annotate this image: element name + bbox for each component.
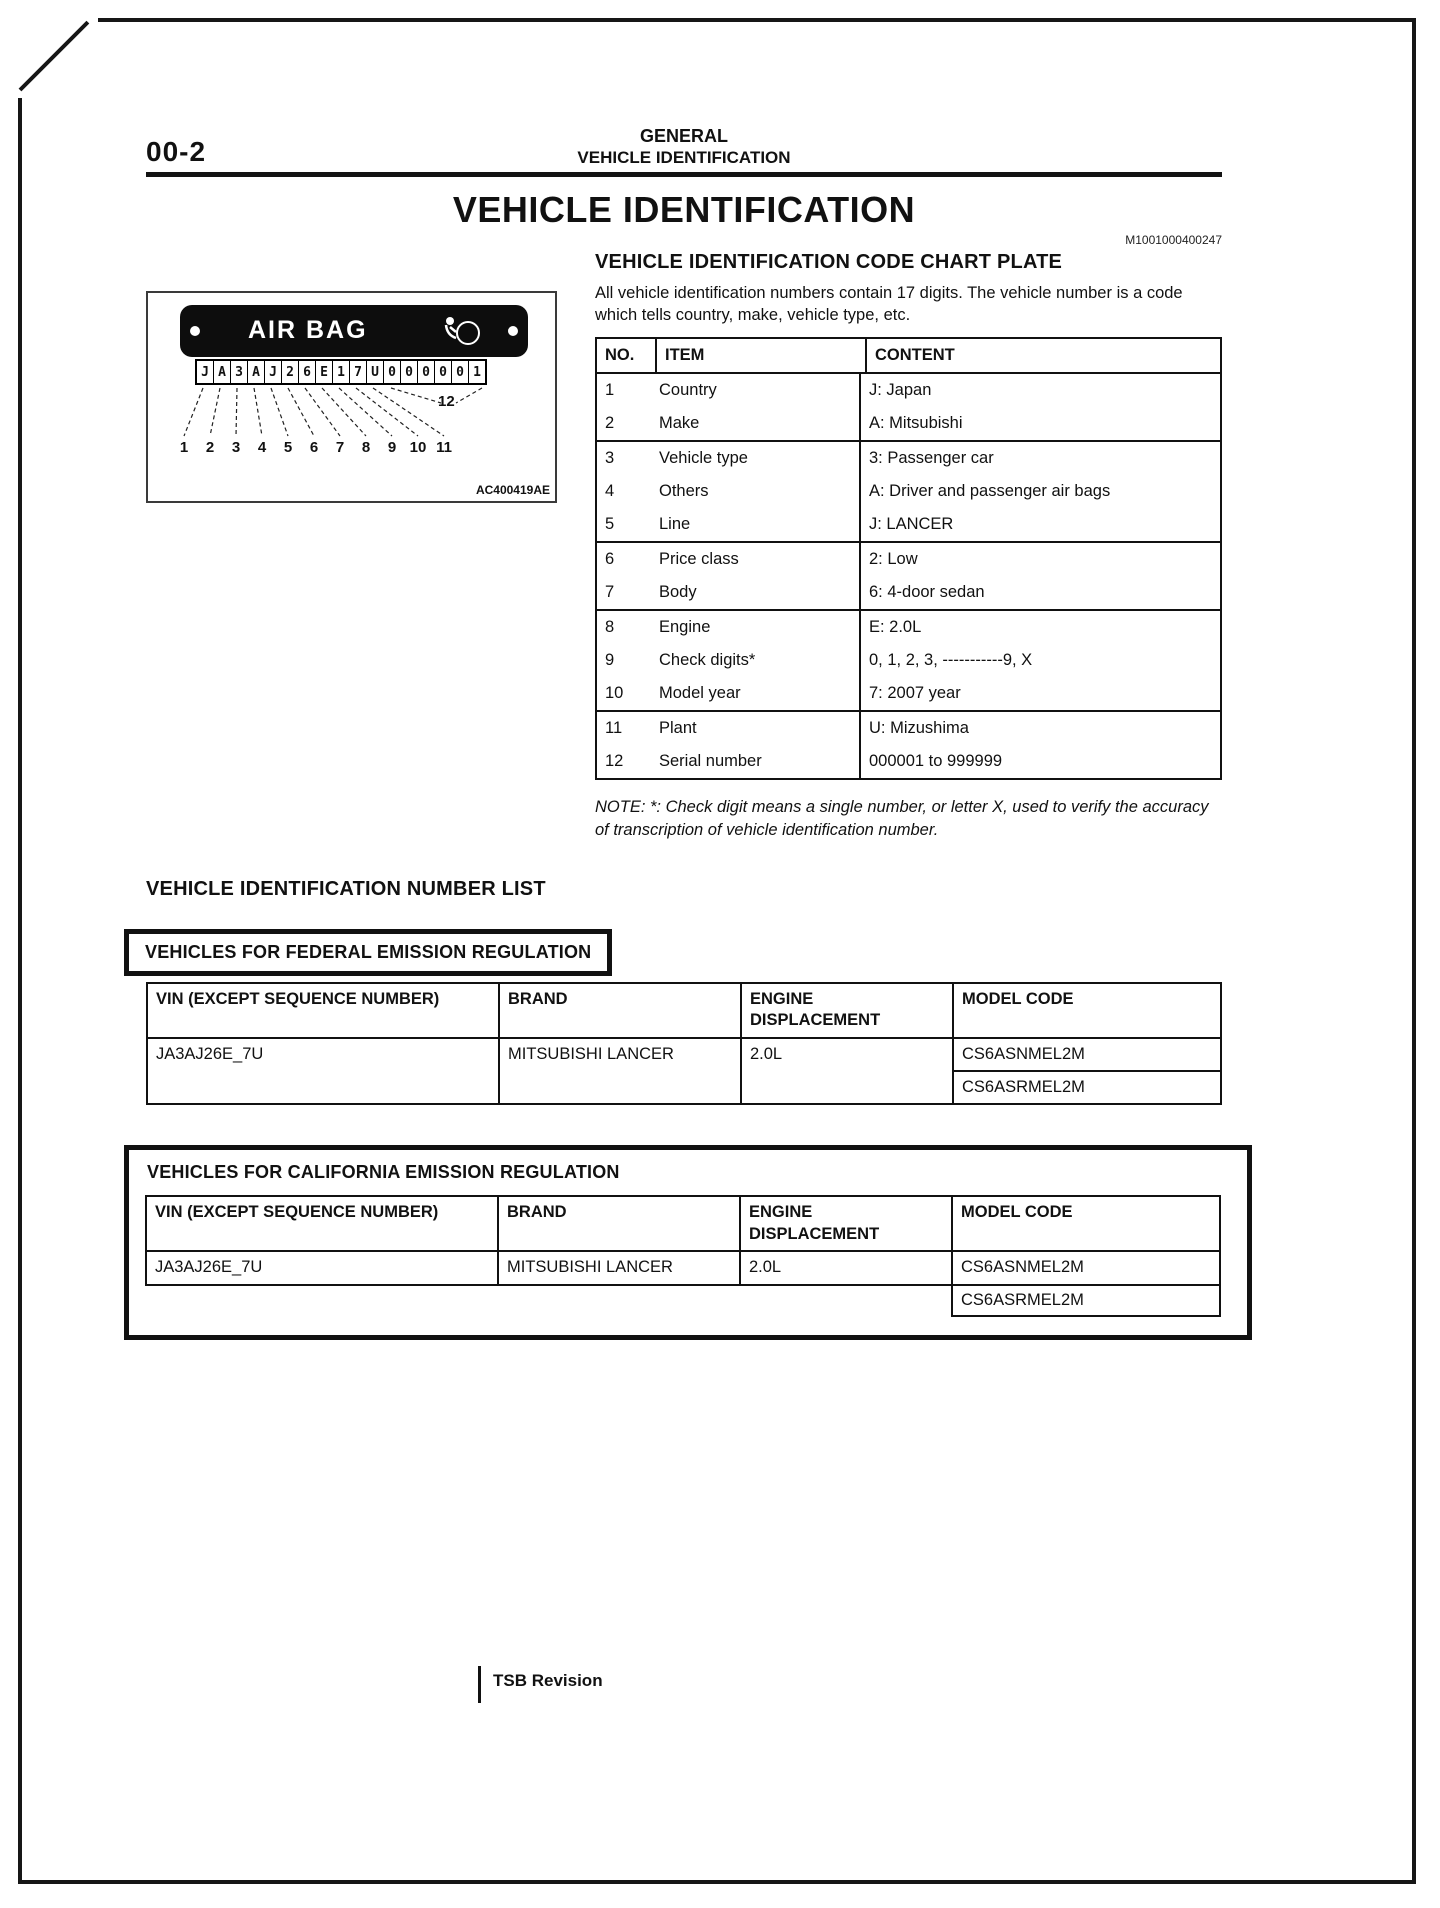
cell-item: Price class [659,549,739,568]
table-row [597,644,1220,677]
vin-char: 7 [350,361,367,383]
vin-plate-figure [146,291,557,503]
vin-char: 2 [282,361,299,383]
cell-item: Make [659,413,700,432]
cell-content: E: 2.0L [859,611,1220,644]
cell-no: 7 [605,582,615,601]
col-header-model: MODEL CODE [952,984,1220,1037]
cell-item: Serial number [659,751,762,770]
table-row [597,710,1220,745]
vin-char: 0 [418,361,435,383]
callout-leader-lines [148,293,555,501]
vin-char: 0 [401,361,418,383]
col-header-engine: ENGINE DISPLACEMENT [740,984,952,1037]
section-heading-code-chart: VEHICLE IDENTIFICATION CODE CHART PLATE [595,251,1063,273]
header-chapter: GENERAL [639,126,728,146]
california-section-box [124,1145,1252,1339]
vin-char: A [248,361,265,383]
check-digit-note: NOTE: *: Check digit means a single number, or letter X, used to verify the accuracy of transcription of vehicle identification number. [595,797,1209,839]
cell-content: J: Japan [859,374,1220,407]
callout: 5 [283,439,293,456]
cell-no: 8 [605,617,615,636]
col-header-brand: BRAND [497,1197,739,1250]
col-header-no: NO. [605,345,635,364]
cell-engine: 2.0L [740,1039,952,1104]
header-center [306,126,1062,168]
cell-item: Check digits* [659,650,756,669]
table-row [597,677,1220,710]
cell-content: A: Mitsubishi [859,407,1220,440]
cell-content: 2: Low [859,543,1220,576]
cell-brand: MITSUBISHI LANCER [498,1039,740,1104]
cell-item: Engine [659,617,711,636]
cell-vin: JA3AJ26E_7U [156,1044,264,1063]
table-row [597,541,1220,576]
table-row [597,576,1220,609]
cell-no: 11 [605,718,623,737]
cell-no: 12 [605,751,624,770]
cell-brand: MITSUBISHI LANCER [497,1252,739,1283]
vin-char: J [265,361,282,383]
vin-char: U [367,361,384,383]
callout-serial: 12 [438,393,455,410]
cell-no: 3 [605,448,615,467]
cell-no: 1 [605,380,615,399]
cell-no: 6 [605,549,615,568]
california-vin-table [145,1195,1221,1285]
cell-item: Model year [659,683,741,702]
page-content [146,126,1222,1340]
cell-no: 4 [605,481,615,500]
running-header [146,126,1222,168]
table-header-row [597,339,1220,374]
table-row [597,407,1220,440]
federal-title-box: VEHICLES FOR FEDERAL EMISSION REGULATION [124,929,612,976]
section-heading-vin-list: VEHICLE IDENTIFICATION NUMBER LIST [146,877,546,900]
code-chart-section [146,251,1222,842]
callout: 4 [257,439,267,456]
table-row [597,440,1220,475]
callout: 2 [205,439,215,456]
cell-content: 0, 1, 2, 3, -----------9, X [859,644,1220,677]
col-header-engine: ENGINE DISPLACEMENT [739,1197,951,1250]
table-header-row [147,1197,1219,1252]
cell-content: 6: 4-door sedan [859,576,1220,609]
table-header-row [148,984,1220,1039]
col-header-vin: VIN (EXCEPT SEQUENCE NUMBER) [156,989,440,1008]
cell-no: 2 [605,413,615,432]
table-row [597,508,1220,541]
model-code: CS6ASRMEL2M [951,1286,1221,1317]
vin-char: 0 [384,361,401,383]
callout: 8 [361,439,371,456]
vin-char: 6 [299,361,316,383]
cell-item: Plant [659,718,697,737]
cell-vin: JA3AJ26E_7U [155,1258,263,1277]
col-header-content: CONTENT [865,339,1220,372]
callout: 10 [409,439,427,456]
cell-content: 7: 2007 year [859,677,1220,710]
cell-no: 9 [605,650,615,669]
code-chart-intro: All vehicle identification numbers contain 17 digits. The vehicle number is a code which tells country, make, vehicle type, etc. [595,284,1183,325]
table-row [147,1252,1219,1283]
vin-char: 0 [435,361,452,383]
cell-content: 3: Passenger car [859,442,1220,475]
california-title: VEHICLES FOR CALIFORNIA EMISSION REGULATION [147,1162,620,1183]
federal-vin-table [146,982,1222,1106]
vin-char: 1 [333,361,350,383]
callout: 1 [179,439,189,456]
col-header-item: ITEM [655,339,865,372]
vin-char: 0 [452,361,469,383]
cell-item: Others [659,481,709,500]
header-rule [146,172,1222,177]
page-title: VEHICLE IDENTIFICATION [452,189,916,230]
tsb-revision-label: TSB Revision [478,1666,603,1703]
code-chart-table [595,337,1222,780]
code-chart-column [595,251,1222,842]
vin-char: E [316,361,333,383]
page-number: 00-2 [146,136,207,167]
callout: 11 [436,439,452,456]
cell-content: J: LANCER [859,508,1220,541]
cell-content: U: Mizushima [859,712,1220,745]
vin-char: A [214,361,231,383]
cell-item: Body [659,582,697,601]
cell-no: 10 [605,683,624,702]
cell-item: Vehicle type [659,448,748,467]
model-code: CS6ASRMEL2M [954,1070,1220,1103]
col-header-vin: VIN (EXCEPT SEQUENCE NUMBER) [155,1203,439,1222]
callout: 6 [309,439,319,456]
cell-item: Country [659,380,717,399]
model-code: CS6ASNMEL2M [962,1044,1085,1063]
table-row [597,745,1220,778]
callout: 9 [387,439,397,456]
col-header-model: MODEL CODE [951,1197,1219,1250]
cell-model-codes: CS6ASNMEL2M [951,1252,1219,1283]
callout: 3 [231,439,241,456]
table-row [597,374,1220,407]
figure-code: AC400419AE [475,483,550,497]
table-row [148,1039,1220,1104]
vin-char: 3 [231,361,248,383]
cell-content: 000001 to 999999 [859,745,1220,778]
col-header-brand: BRAND [498,984,740,1037]
table-row [597,475,1220,508]
cell-item: Line [659,514,691,533]
plate-label: AIR BAG [248,316,368,344]
cell-engine: 2.0L [739,1252,951,1283]
callout: 7 [335,439,345,456]
header-section: VEHICLE IDENTIFICATION [577,148,791,167]
vin-char: 1 [473,364,481,380]
vin-char: J [197,361,214,383]
cell-no: 5 [605,514,615,533]
cell-content: A: Driver and passenger air bags [859,475,1220,508]
cell-model-codes [952,1039,1220,1104]
doc-code: M1001000400247 [1125,233,1222,247]
table-row [597,609,1220,644]
